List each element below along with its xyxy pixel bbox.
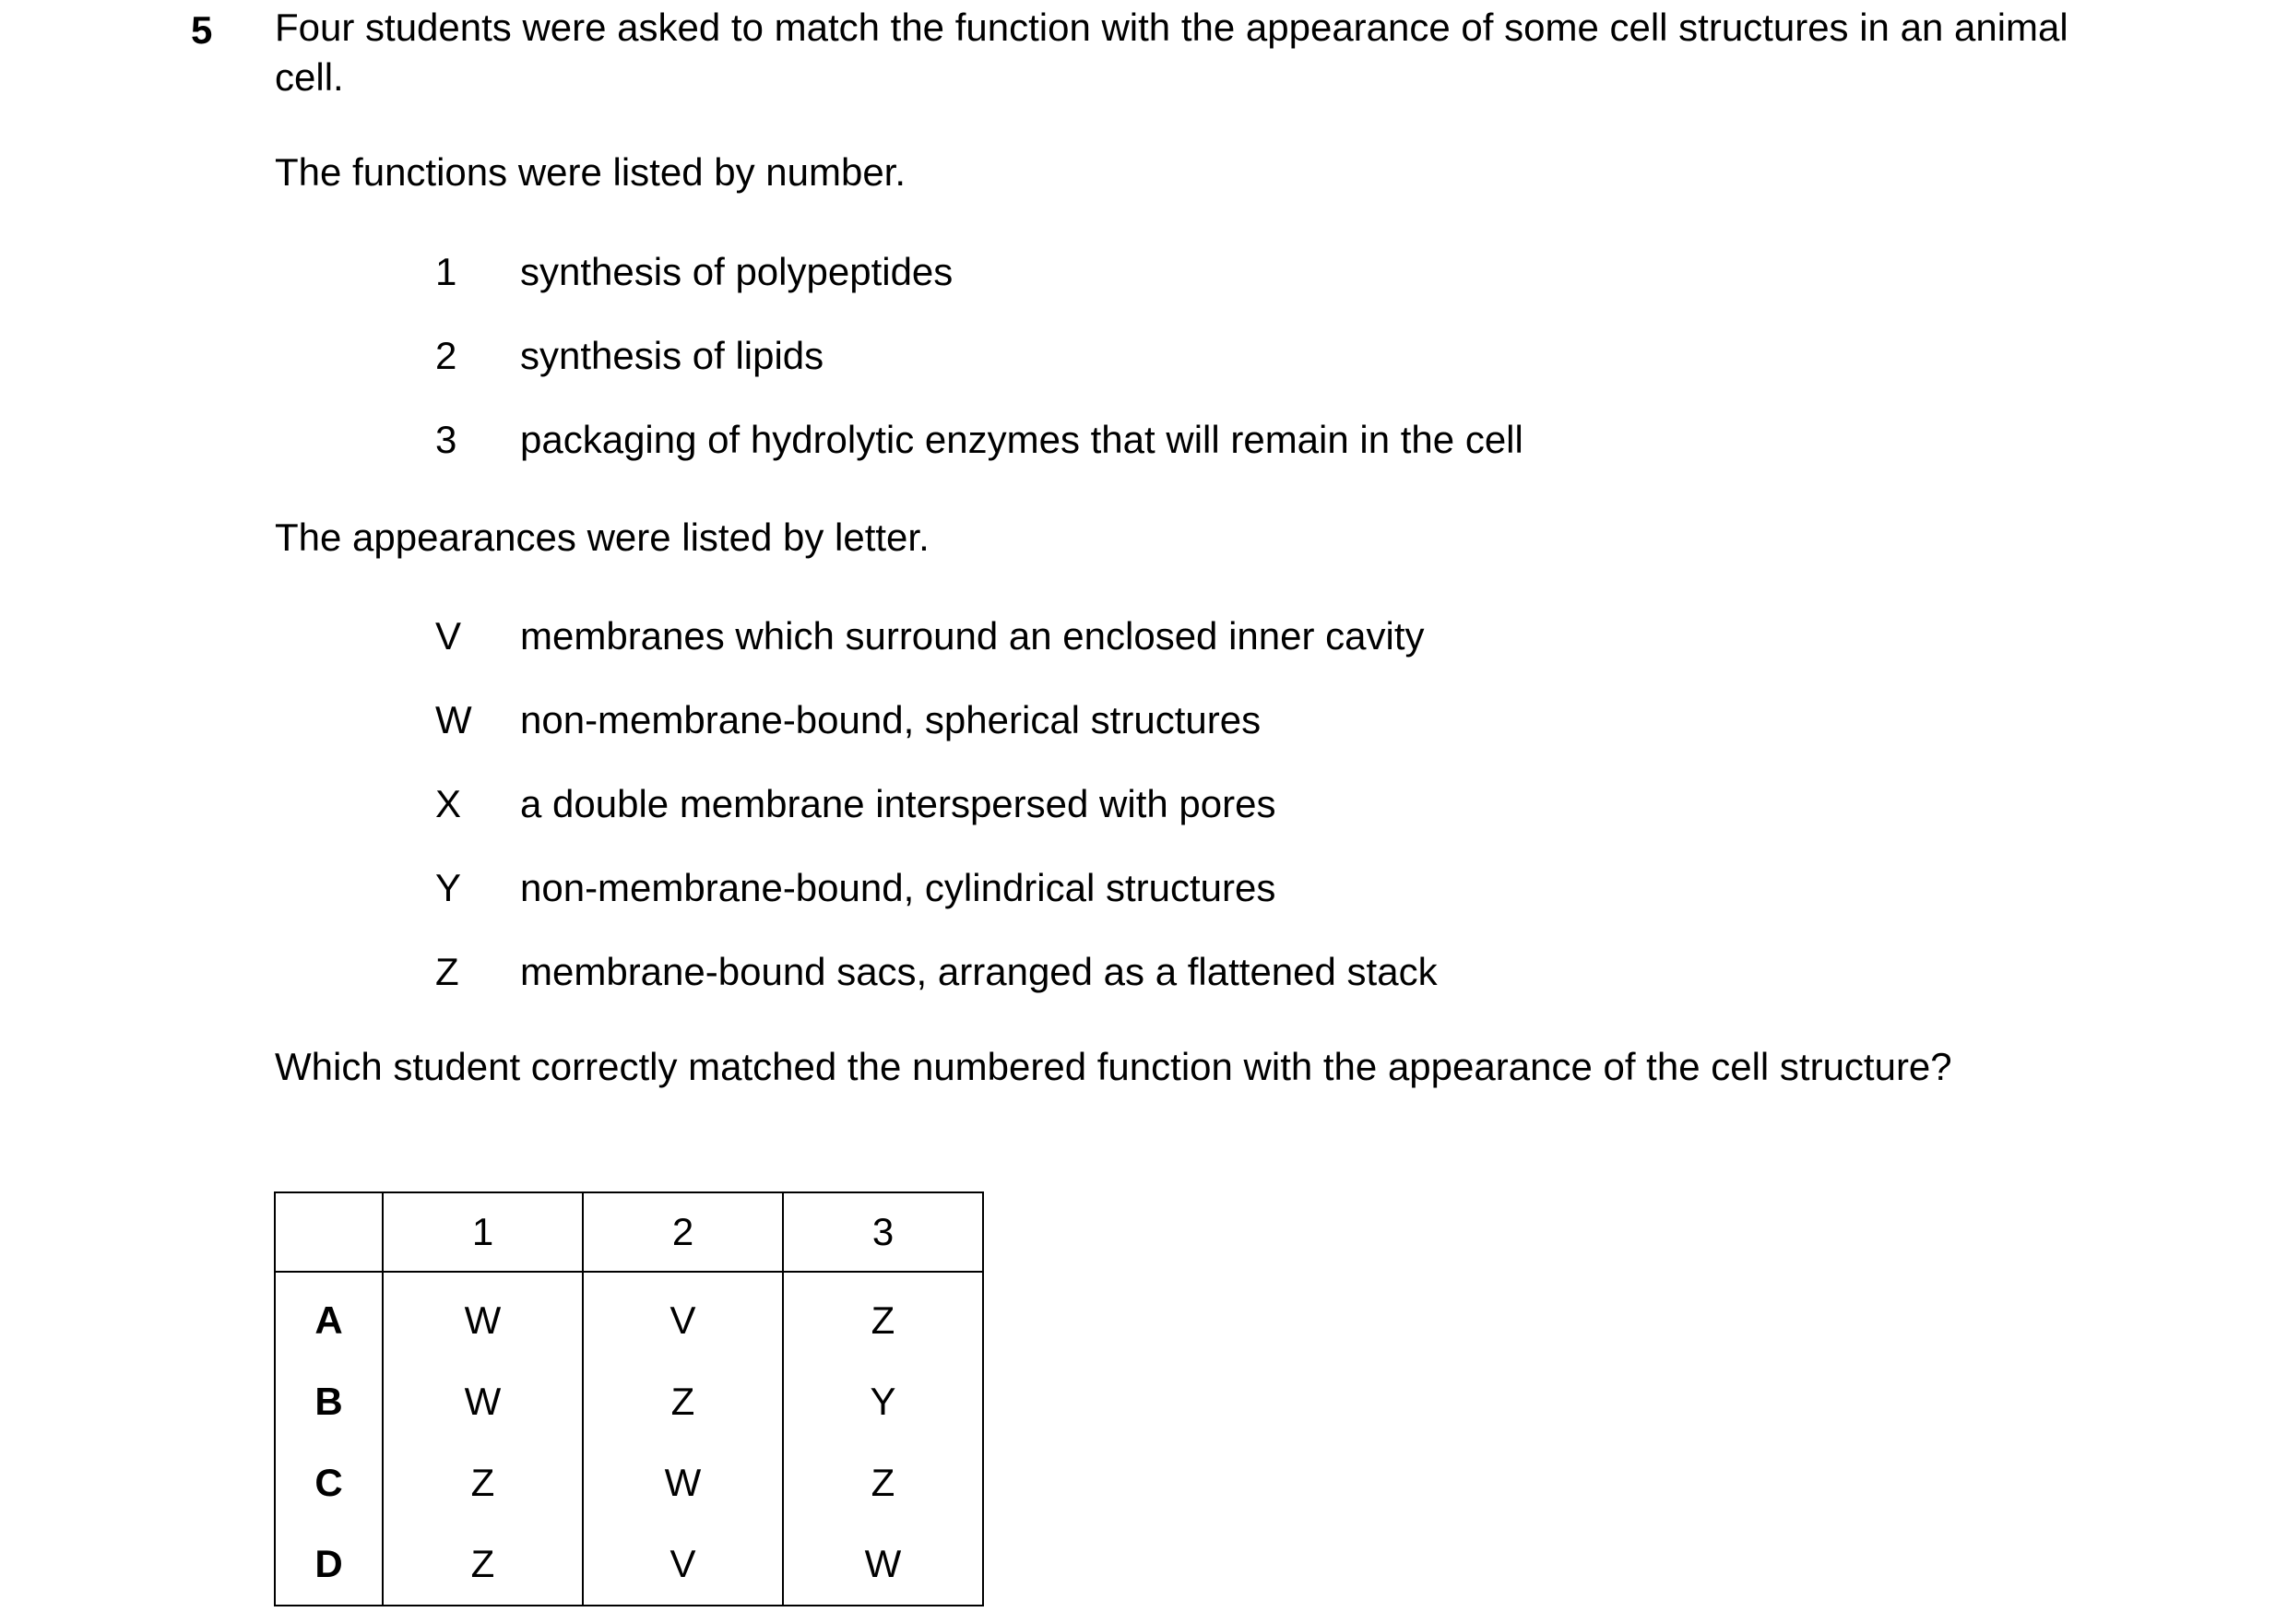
appearance-text: non-membrane-bound, cylindrical structures bbox=[520, 866, 1276, 909]
appearance-key: Z bbox=[435, 950, 459, 993]
table-header-blank bbox=[275, 1192, 383, 1272]
question-intro: Four students were asked to match the function with the appearance of some cell structures in an animal cell. bbox=[275, 6, 2068, 99]
table-cell: Z bbox=[383, 1523, 583, 1606]
table-cell: W bbox=[383, 1361, 583, 1442]
function-key: 2 bbox=[435, 334, 457, 377]
table-row-b[interactable] bbox=[275, 1361, 983, 1442]
appearance-text: membrane-bound sacs, arranged as a flattened stack bbox=[520, 950, 1438, 993]
appearance-key: Y bbox=[435, 866, 462, 909]
table-header-3: 3 bbox=[783, 1192, 983, 1272]
table-cell: W bbox=[383, 1272, 583, 1361]
option-label[interactable]: B bbox=[275, 1361, 383, 1442]
table-row-a[interactable] bbox=[275, 1272, 983, 1361]
table-cell: W bbox=[783, 1523, 983, 1606]
option-label[interactable]: C bbox=[275, 1442, 383, 1523]
table-cell: Y bbox=[783, 1361, 983, 1442]
table-cell: W bbox=[583, 1442, 783, 1523]
appearance-text: non-membrane-bound, spherical structures bbox=[520, 698, 1262, 741]
function-text: synthesis of polypeptides bbox=[520, 250, 954, 293]
table-cell: V bbox=[583, 1523, 783, 1606]
table-cell: Z bbox=[583, 1361, 783, 1442]
function-text: packaging of hydrolytic enzymes that will remain in the cell bbox=[520, 418, 1523, 461]
table-cell: Z bbox=[783, 1442, 983, 1523]
option-label[interactable]: A bbox=[275, 1272, 383, 1361]
functions-intro: The functions were listed by number. bbox=[275, 150, 907, 194]
appearance-text: membranes which surround an enclosed inner cavity bbox=[520, 614, 1425, 658]
option-label[interactable]: D bbox=[275, 1523, 383, 1606]
appearances-intro: The appearances were listed by letter. bbox=[275, 516, 930, 559]
table-header-row bbox=[275, 1192, 983, 1272]
table-header-1: 1 bbox=[383, 1192, 583, 1272]
function-key: 1 bbox=[435, 250, 457, 293]
appearance-key: V bbox=[435, 614, 462, 658]
table-cell: V bbox=[583, 1272, 783, 1361]
answer-table bbox=[274, 1191, 984, 1606]
question-number: 5 bbox=[191, 8, 213, 52]
appearance-text: a double membrane interspersed with pores bbox=[520, 782, 1276, 825]
table-cell: Z bbox=[383, 1442, 583, 1523]
appearance-key: X bbox=[435, 782, 462, 825]
question-prompt: Which student correctly matched the numbered function with the appearance of the cell structure? bbox=[275, 1045, 1952, 1088]
function-text: synthesis of lipids bbox=[520, 334, 824, 377]
table-cell: Z bbox=[783, 1272, 983, 1361]
function-key: 3 bbox=[435, 418, 457, 461]
table-header-2: 2 bbox=[583, 1192, 783, 1272]
table-row-c[interactable] bbox=[275, 1442, 983, 1523]
table-row-d[interactable] bbox=[275, 1523, 983, 1606]
appearance-key: W bbox=[435, 698, 472, 741]
